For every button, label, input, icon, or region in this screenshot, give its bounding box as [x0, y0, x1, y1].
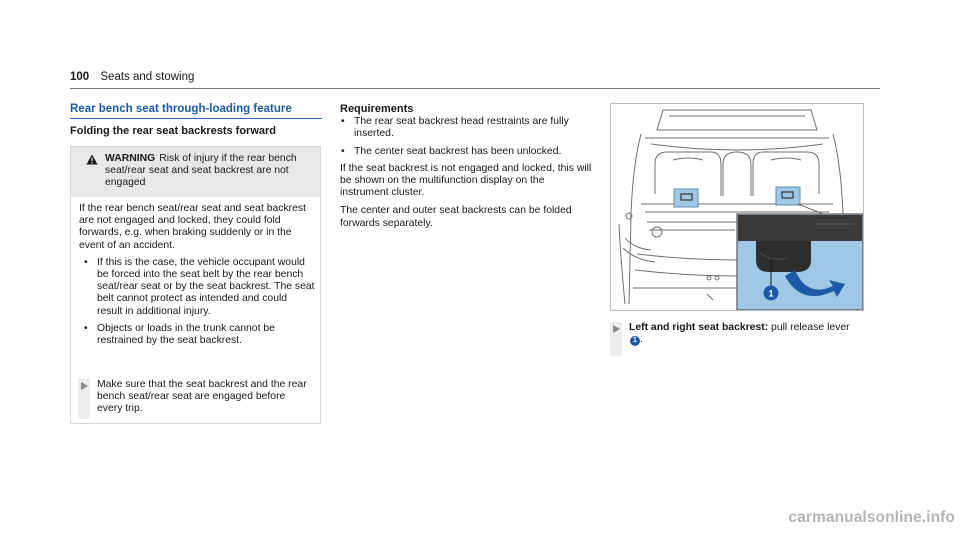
header-divider: [70, 88, 880, 89]
warning-bullet: • Objects or loads in the trunk cannot be restrained by the seat backrest.: [79, 323, 315, 347]
requirement-item: • The center seat backrest has been unlocked.: [340, 146, 592, 158]
instruction-end: .: [640, 334, 643, 346]
section-divider: [70, 118, 322, 119]
requirement-item: • The rear seat backrest head restraints are fully inserted.: [340, 116, 592, 140]
page-number: 100: [70, 71, 90, 83]
warning-paragraph: If the rear bench seat/rear seat and seat backrest are not engaged and locked, they could fold forwards, e.g. when braking suddenly or in the event of an accident.: [79, 203, 306, 251]
warning-bullet-list: [79, 257, 315, 347]
instruction-step: [610, 322, 864, 356]
action-marker: [610, 322, 622, 356]
play-arrow-icon: [81, 382, 88, 390]
body-paragraph: If the seat backrest is not engaged and locked, this will be shown on the multifunction display on the instrument cluster.: [340, 162, 592, 199]
callout-number: 1: [768, 288, 774, 299]
requirements-column: [340, 103, 592, 236]
action-marker: [78, 379, 90, 419]
warning-triangle-icon: [86, 154, 98, 165]
warning-action: [78, 379, 314, 419]
warning-label: WARNING: [105, 153, 156, 164]
trunk-illustration: [610, 103, 864, 311]
warning-headline: [105, 153, 313, 190]
warning-header: [71, 147, 320, 197]
instruction-bold: Left and right seat backrest:: [629, 322, 769, 333]
instruction-body: pull release lever: [771, 322, 850, 333]
requirements-list: [340, 116, 592, 158]
page-header: [70, 71, 880, 83]
callout-badge: 1: [630, 336, 640, 346]
trunk-drawing: [611, 104, 863, 310]
section-title: Rear bench seat through-loading feature: [70, 103, 292, 115]
play-arrow-icon: [613, 325, 620, 333]
body-paragraph: The center and outer seat backrests can be folded forwards separately.: [340, 205, 572, 229]
instruction-text: [629, 322, 859, 346]
warning-body: [79, 203, 315, 352]
chapter-title: Seats and stowing: [100, 71, 195, 83]
warning-box: [70, 146, 321, 424]
warning-action-text: Make sure that the seat backrest and the rear bench seat/rear seat are engaged before every trip.: [97, 379, 307, 415]
requirements-title: Requirements: [340, 103, 414, 115]
warning-headline-text: Risk of injury if the rear bench seat/rear seat and seat backrest are not engaged: [105, 153, 297, 189]
watermark: carmanualsonline.info: [788, 509, 955, 526]
warning-bullet: • If this is the case, the vehicle occupant would be forced into the seat belt by the rear bench seat/rear seat or by the seat backrest. The seat belt cannot protect as intended and could result in additional injury.: [79, 257, 315, 318]
section-subtitle: Folding the rear seat backrests forward: [70, 125, 277, 137]
